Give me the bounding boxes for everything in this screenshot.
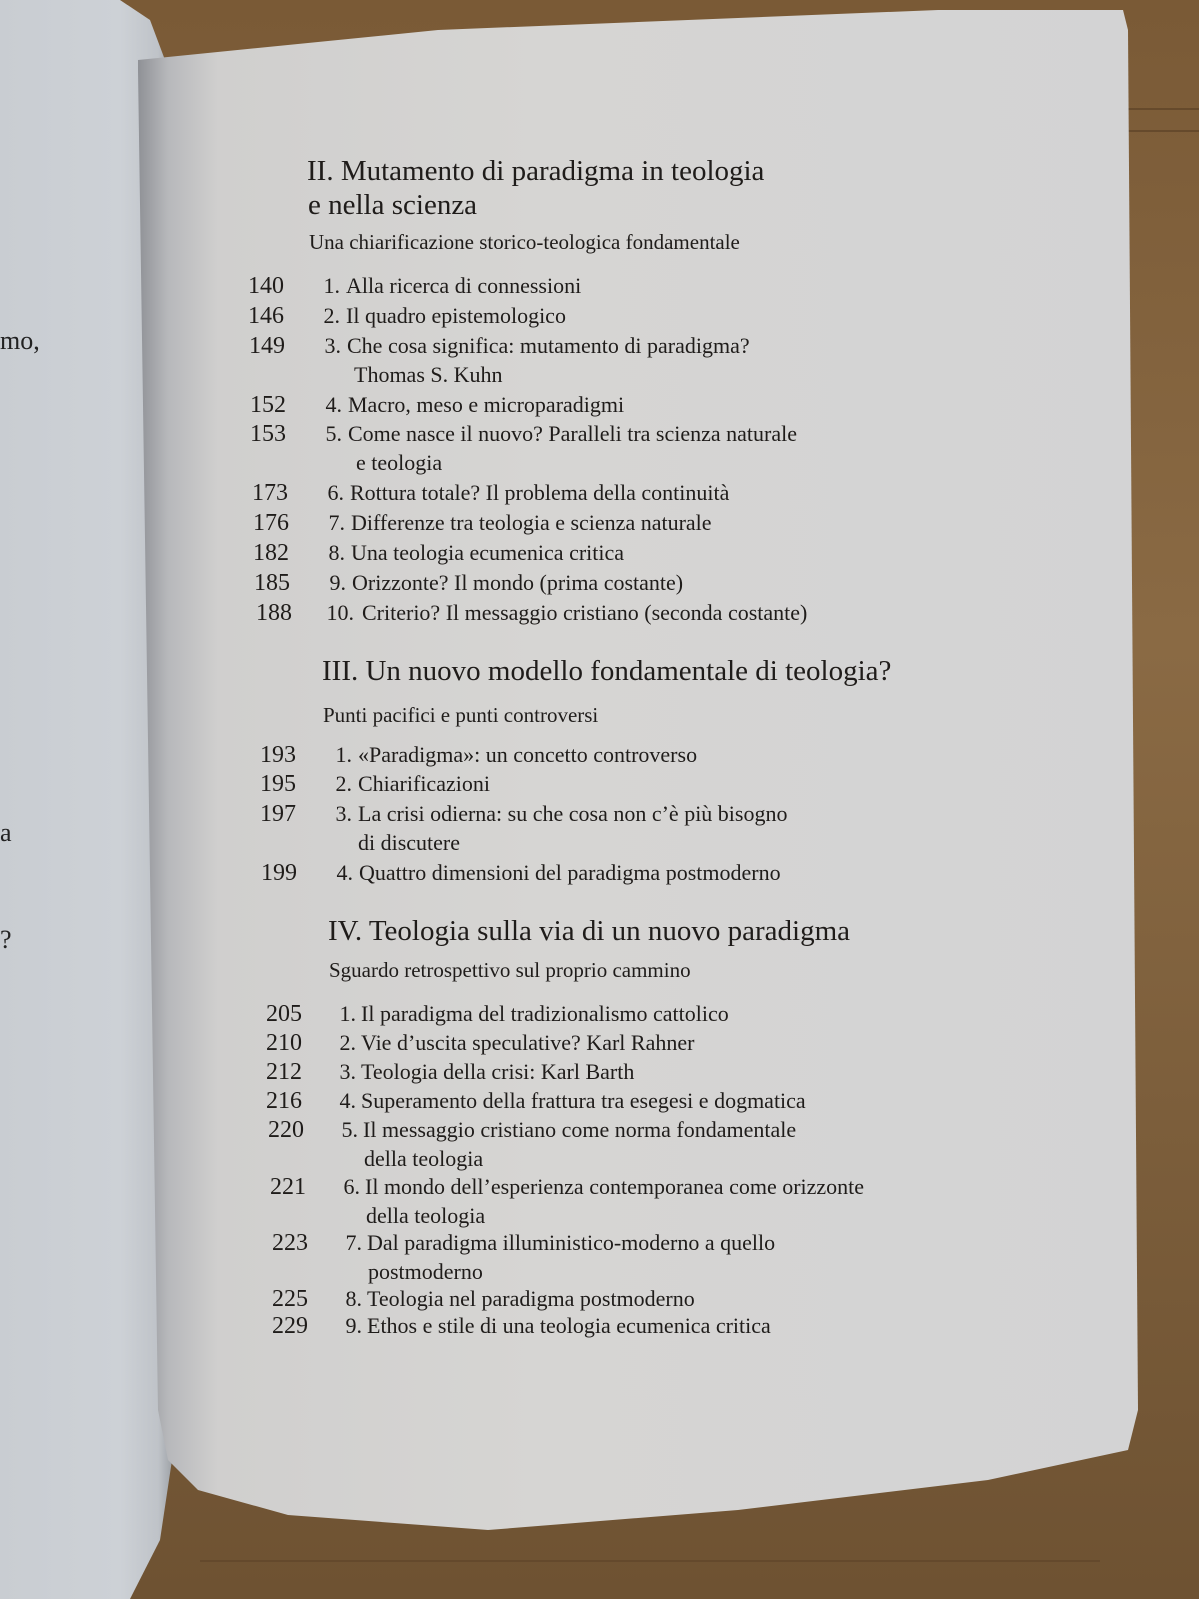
entry-number: 8. [328, 540, 345, 565]
page-number: 176 [253, 510, 289, 536]
entry-text: Il quadro epistemologico [346, 303, 566, 328]
entry-text: Il messaggio cristiano come norma fondamentale [363, 1117, 797, 1142]
entry-text: Orizzonte? Il mondo (prima costante) [352, 570, 684, 595]
entry-number: 9. [329, 570, 346, 595]
page-number: 223 [272, 1230, 308, 1256]
entry-continuation: e teologia [356, 450, 443, 475]
chapter-subtitle: Una chiarificazione storico-teologica fondamentale [309, 230, 740, 254]
entry-text: Una teologia ecumenica critica [351, 540, 625, 565]
entry-continuation: postmoderno [368, 1259, 483, 1284]
entry-text: La crisi odierna: su che cosa non c’è più bisogno [358, 801, 788, 826]
entry-text: Quattro dimensioni del paradigma postmoderno [359, 860, 781, 885]
entry-text: Vie d’uscita speculative? Karl Rahner [361, 1030, 695, 1055]
entry-number: 5. [341, 1117, 358, 1142]
page-number: 146 [248, 303, 284, 329]
entry-number: 4. [336, 860, 353, 885]
chapter-title: III. Un nuovo modello fondamentale di teologia? [322, 655, 892, 687]
entry-text: Il mondo dell’esperienza contemporanea come orizzonte [365, 1174, 865, 1199]
entry-number: 4. [339, 1088, 356, 1113]
entry-text: Il paradigma del tradizionalismo cattolico [361, 1001, 729, 1026]
entry-number: 9. [345, 1313, 362, 1338]
page-number: 197 [260, 801, 296, 827]
entry-text: Superamento della frattura tra esegesi e dogmatica [361, 1088, 806, 1113]
entry-number: 8. [345, 1286, 362, 1311]
chapter-title: II. Mutamento di paradigma in teologia [307, 155, 765, 187]
entry-number: 1. [335, 742, 352, 767]
entry-text: Teologia della crisi: Karl Barth [361, 1059, 635, 1084]
entry-continuation: della teologia [366, 1203, 486, 1228]
page-number: 182 [253, 540, 289, 566]
entry-number: 2. [323, 303, 340, 328]
page-number: 216 [266, 1088, 302, 1114]
left-page-fragment: ? [0, 925, 12, 954]
page-number: 195 [260, 771, 296, 797]
entry-text: Criterio? Il messaggio cristiano (seconda costante) [362, 600, 808, 625]
entry-number: 6. [343, 1174, 360, 1199]
entry-number: 2. [335, 771, 352, 796]
page-number: 212 [266, 1059, 302, 1085]
entry-number: 5. [325, 421, 342, 446]
entry-text: Ethos e stile di una teologia ecumenica critica [367, 1313, 771, 1338]
page-number: 173 [252, 480, 288, 506]
entry-text: Alla ricerca di connessioni [346, 273, 582, 298]
page-number: 185 [254, 570, 290, 596]
entry-text: Chiarificazioni [358, 771, 490, 796]
chapter-subtitle: Sguardo retrospettivo sul proprio cammino [329, 958, 691, 982]
page-number: 225 [272, 1286, 308, 1312]
entry-number: 7. [345, 1230, 362, 1255]
entry-number: 3. [324, 333, 341, 358]
entry-text: Rottura totale? Il problema della continuità [350, 480, 730, 505]
entry-number: 6. [327, 480, 344, 505]
entry-text: Dal paradigma illuministico-moderno a quello [367, 1230, 776, 1255]
page-number: 221 [270, 1174, 306, 1200]
left-page-fragment: a [0, 818, 12, 847]
page-number: 193 [260, 742, 296, 768]
entry-text: Che cosa significa: mutamento di paradigma? [347, 333, 750, 358]
entry-continuation: di discutere [358, 830, 461, 855]
page-number: 149 [249, 333, 285, 359]
entry-number: 2. [339, 1030, 356, 1055]
page-number: 188 [256, 600, 292, 626]
page-number: 152 [250, 392, 286, 418]
page-number: 153 [250, 421, 286, 447]
entry-number: 7. [328, 510, 345, 535]
entry-text: Come nasce il nuovo? Paralleli tra scienza naturale [348, 421, 797, 446]
page-number: 220 [268, 1117, 304, 1143]
chapter-subtitle: Punti pacifici e punti controversi [323, 703, 599, 727]
entry-text: «Paradigma»: un concetto controverso [358, 742, 698, 767]
entry-text: Differenze tra teologia e scienza naturale [351, 510, 712, 535]
page-number: 140 [248, 273, 284, 299]
left-page-fragment: mo, [0, 326, 40, 355]
page-number: 210 [266, 1030, 302, 1056]
entry-continuation: della teologia [364, 1146, 484, 1171]
entry-number: 3. [335, 801, 352, 826]
entry-number: 1. [339, 1001, 356, 1026]
page-number: 205 [266, 1001, 302, 1027]
chapter-title-cont: e nella scienza [308, 189, 478, 221]
entry-number: 1. [323, 273, 340, 298]
page-number: 199 [261, 860, 297, 886]
entry-text: Macro, meso e microparadigmi [348, 392, 625, 417]
entry-number: 10. [326, 600, 354, 625]
entry-continuation: Thomas S. Kuhn [354, 362, 503, 387]
chapter-title: IV. Teologia sulla via di un nuovo paradigma [328, 915, 851, 947]
entry-text: Teologia nel paradigma postmoderno [367, 1286, 695, 1311]
entry-number: 4. [325, 392, 342, 417]
entry-number: 3. [339, 1059, 356, 1084]
page-number: 229 [272, 1313, 308, 1339]
